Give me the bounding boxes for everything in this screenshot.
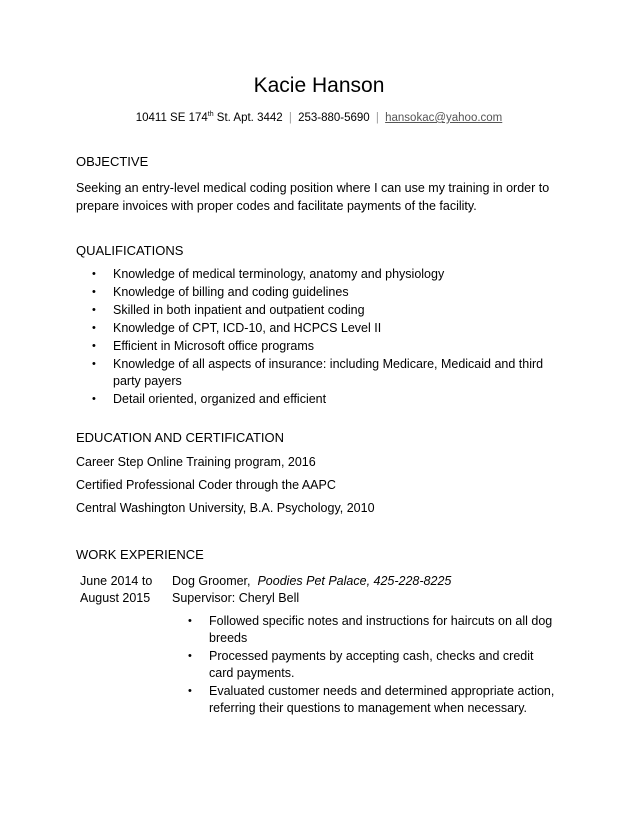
email-link[interactable]: hansokac@yahoo.com bbox=[385, 112, 503, 124]
list-item: • Detail oriented, organized and efficient bbox=[92, 392, 327, 406]
list-item: • Knowledge of CPT, ICD-10, and HCPCS Level II bbox=[92, 321, 382, 335]
objective-heading: OBJECTIVE bbox=[76, 154, 149, 169]
education-heading: EDUCATION AND CERTIFICATION bbox=[76, 430, 285, 445]
company-name: Poodies Pet Palace, 425-228-8225 bbox=[257, 574, 452, 588]
bullet-icon: • bbox=[92, 286, 96, 298]
job-header bbox=[172, 573, 451, 607]
phone-number: 253-880-5690 bbox=[298, 112, 370, 124]
qualifications-list bbox=[92, 266, 562, 409]
bullet-icon: • bbox=[92, 268, 96, 280]
job-date-end: August 2015 bbox=[80, 591, 151, 605]
bullet-icon: • bbox=[188, 650, 192, 662]
separator: | bbox=[288, 112, 292, 124]
contact-line bbox=[0, 111, 638, 124]
work-heading: WORK EXPERIENCE bbox=[76, 547, 204, 562]
list-item: • Processed payments by accepting cash, checks and credit card payments. bbox=[188, 649, 534, 680]
qualifications-heading: QUALIFICATIONS bbox=[76, 243, 184, 258]
job-date-start: June 2014 to bbox=[80, 574, 153, 588]
education-line: Career Step Online Training program, 2016 bbox=[76, 455, 316, 469]
list-item: • Followed specific notes and instructions for haircuts on all dog breeds bbox=[188, 614, 553, 645]
list-item: • Knowledge of billing and coding guidelines bbox=[92, 285, 349, 299]
bullet-icon: • bbox=[188, 685, 192, 697]
bullet-icon: • bbox=[188, 615, 192, 627]
separator: | bbox=[375, 112, 379, 124]
address-superscript: th bbox=[207, 111, 214, 118]
job-title: Dog Groomer, bbox=[172, 574, 251, 588]
list-item: • Skilled in both inpatient and outpatient coding bbox=[92, 303, 365, 317]
bullet-icon: • bbox=[92, 340, 96, 352]
address: 10411 SE 174th St. Apt. 3442 bbox=[135, 111, 283, 124]
bullet-icon: • bbox=[92, 393, 96, 405]
job-title-line bbox=[172, 573, 451, 590]
bullet-icon: • bbox=[92, 304, 96, 316]
objective-text: Seeking an entry-level medical coding position where I can use my training in order to prepare invoices with proper codes and facilitate payments of the facility. bbox=[76, 181, 550, 213]
list-item: • Evaluated customer needs and determined appropriate action, referring their questions to management when necessary. bbox=[188, 684, 555, 715]
supervisor: Supervisor: Cheryl Bell bbox=[172, 591, 300, 605]
applicant-name: Kacie Hanson bbox=[253, 74, 385, 97]
list-item: • Efficient in Microsoft office programs bbox=[92, 339, 315, 353]
bullet-icon: • bbox=[92, 358, 96, 370]
list-item: • Knowledge of medical terminology, anatomy and physiology bbox=[92, 267, 445, 281]
education-line: Central Washington University, B.A. Psychology, 2010 bbox=[76, 501, 375, 515]
education-line: Certified Professional Coder through the AAPC bbox=[76, 478, 336, 492]
bullet-icon: • bbox=[92, 322, 96, 334]
job-dates bbox=[80, 573, 152, 607]
list-item: • Knowledge of all aspects of insurance: including Medicare, Medicaid and third party payers bbox=[92, 357, 544, 388]
job-duties-list bbox=[188, 613, 560, 718]
